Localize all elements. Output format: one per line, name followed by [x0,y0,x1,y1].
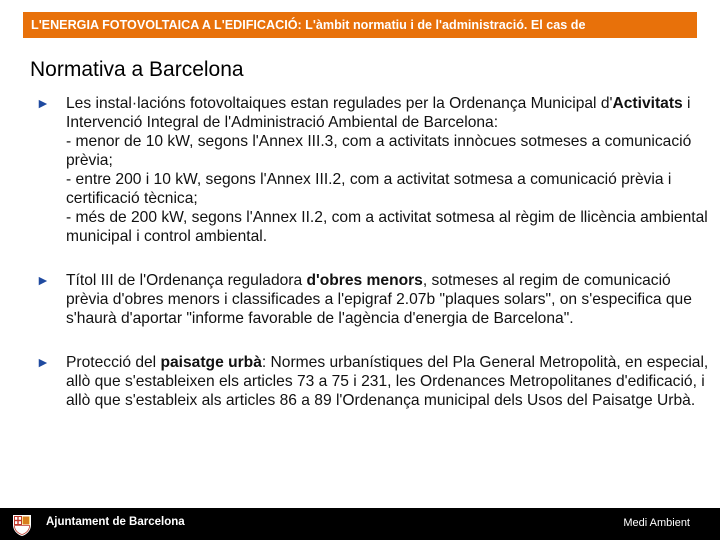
slide-title: Normativa a Barcelona [30,58,244,81]
slide-content [34,94,714,435]
top-bar [0,0,720,42]
bullet-arrow-icon: ► [36,354,50,370]
bullet-text: Les instal·lacións fotovoltaiques estan regulades per la Ordenança Municipal d'Activitats i Intervenció Integral de l'Administració Ambiental de Barcelona: [66,95,691,131]
bullet-text: Títol III de l'Ordenança reguladora d'obres menors, sotmeses al regim de comunicació prèvia d'obres menors i classificades a l'epigraf 2.07b "plaques solars", on s'especifica que s'haurà d'aportar "informe favorable de l'agència d'energia de Barcelona". [66,272,692,327]
bullet-subline: - entre 200 i 10 kW, segons l'Annex III.2, com a activitat sotmesa a comunicació prèvia i certificació tècnica; [66,171,672,207]
footer-department: Medi Ambient [623,517,690,529]
bullet-text: Protecció del paisatge urbà: Normes urbanístiques del Pla General Metropolità, en especial, allò que s'estableixen els articles 73 a 75 i 231, les Ordenances Metropolitanes d'edificació, i allò que s'estableix als articles 86 a 89 l'Ordenança municipal dels Usos del Paisatge Urbà. [66,354,709,409]
barcelona-shield-icon [10,513,34,537]
bullet-paisatge-urba [34,353,714,410]
footer-bar [0,508,720,540]
footer-organization: Ajuntament de Barcelona [46,516,185,528]
bullet-obres-menors [34,271,714,328]
bullet-subline: - menor de 10 kW, segons l'Annex III.3, com a activitats innòcues sotmeses a comunicació prèvia; [66,133,692,169]
bullet-subline: - més de 200 kW, segons l'Annex II.2, com a activitat sotmesa al règim de llicència ambiental municipal i control ambiental. [66,209,708,245]
bullet-arrow-icon: ► [36,272,50,288]
bullet-arrow-icon: ► [36,95,50,111]
bullet-activitats [34,94,714,246]
header-banner: L'ENERGIA FOTOVOLTAICA A L'EDIFICACIÓ: L'àmbit normatiu i de l'administració. El cas de [23,12,697,38]
